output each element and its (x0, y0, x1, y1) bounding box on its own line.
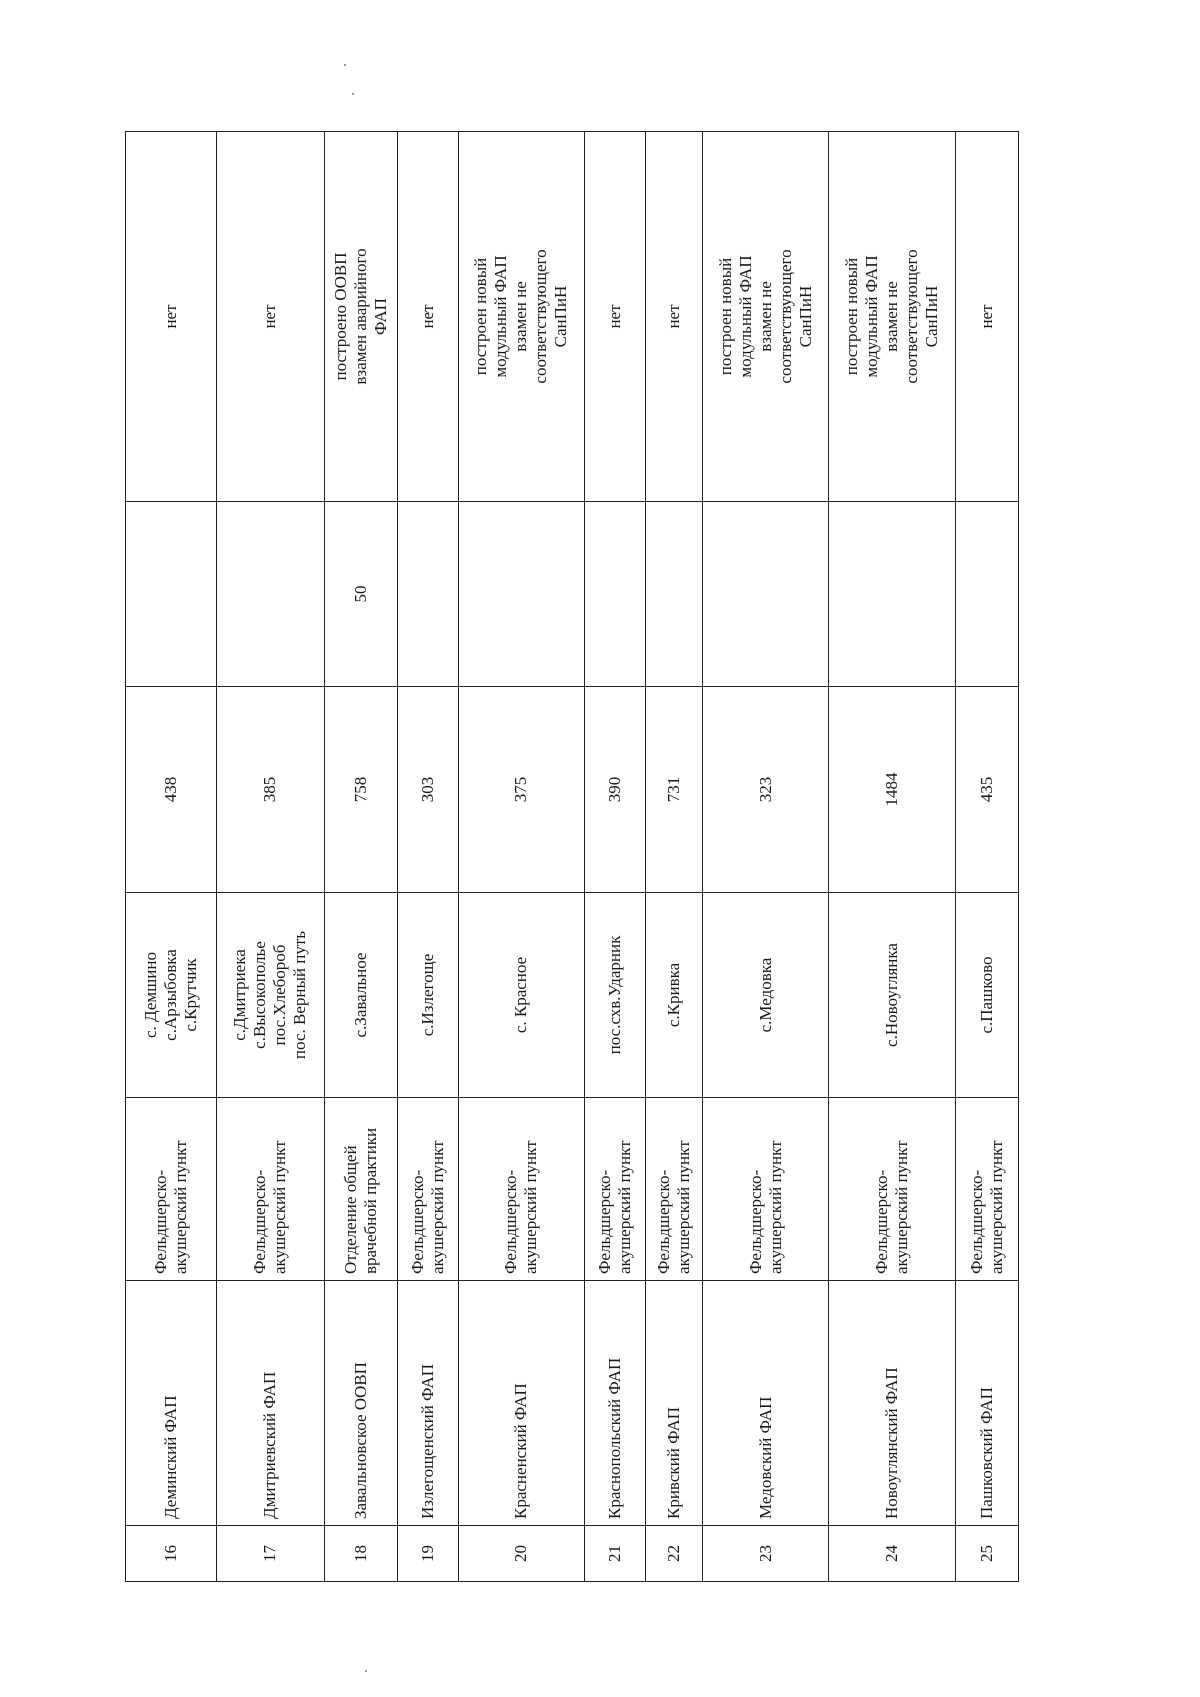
table-row (458, 132, 584, 1582)
table-row (703, 132, 829, 1582)
row-number: 23 (703, 1526, 829, 1582)
note-line: модульный ФАП (491, 255, 511, 378)
facility-name: Медовский ФАП (703, 1281, 829, 1526)
facility-type (585, 1098, 646, 1281)
note (325, 132, 398, 502)
scan-speck (352, 93, 354, 95)
facility-type (829, 1098, 955, 1281)
facility-type (216, 1098, 324, 1281)
settlements (703, 893, 829, 1098)
facility-name: Новоуглянский ФАП (829, 1281, 955, 1526)
row-number: 24 (829, 1526, 955, 1582)
facility-type (646, 1098, 703, 1281)
facility-type-line: Фельдшерско- (745, 1169, 765, 1274)
settlements-line: пос. Верный путь (290, 930, 310, 1060)
note (585, 132, 646, 502)
settlements (955, 893, 1018, 1098)
note-line: построен новый (842, 257, 862, 376)
table-row (126, 132, 217, 1582)
note (829, 132, 955, 502)
settlements-line: с.Излегоще (417, 953, 437, 1037)
population: 303 (397, 687, 458, 893)
facility-type-line: акушерский пункт (765, 1140, 785, 1274)
settlements-line: с.Завальное (350, 952, 370, 1038)
row-number: 20 (458, 1526, 584, 1582)
facility-name: Дмитриевский ФАП (216, 1281, 324, 1526)
beds-value (646, 502, 703, 687)
row-number: 17 (216, 1526, 324, 1582)
facility-type-line: Фельдшерско- (654, 1169, 674, 1274)
facility-name: Деминский ФАП (126, 1281, 217, 1526)
population: 438 (126, 687, 217, 893)
settlements (458, 893, 584, 1098)
row-number: 16 (126, 1526, 217, 1582)
table-row (646, 132, 703, 1582)
facility-name: Завальновское ООВП (325, 1281, 398, 1526)
settlements-line: с.Медовка (755, 957, 775, 1033)
note-line: СанПиН (551, 285, 571, 348)
row-number: 18 (325, 1526, 398, 1582)
population: 731 (646, 687, 703, 893)
population: 323 (703, 687, 829, 893)
facility-type-line: врачебной практики (360, 1127, 380, 1274)
settlements-line: пос.Хлебороб (270, 944, 290, 1046)
note-line: нет (664, 304, 684, 329)
settlements (829, 893, 955, 1098)
row-number: 25 (955, 1526, 1018, 1582)
beds-value (955, 502, 1018, 687)
beds-value (126, 502, 217, 687)
facility-type-line: Фельдшерско- (150, 1169, 170, 1274)
beds-value (458, 502, 584, 687)
population: 385 (216, 687, 324, 893)
scan-speck (365, 1670, 367, 1672)
beds-value (585, 502, 646, 687)
settlements-line: с.Дмитриека (230, 949, 250, 1041)
settlements-line: с.Крутчик (180, 958, 200, 1032)
table-row (585, 132, 646, 1582)
facility-type-line: Фельдшерско- (966, 1169, 986, 1274)
facility-type-line: акушерский пункт (170, 1140, 190, 1274)
population: 1484 (829, 687, 955, 893)
facility-type-line: Фельдшерско- (872, 1169, 892, 1274)
facility-type-line: акушерский пункт (521, 1140, 541, 1274)
settlements-line: с.Арзыбовка (160, 949, 180, 1041)
table-row (955, 132, 1018, 1582)
row-number: 19 (397, 1526, 458, 1582)
note-line: построен новый (471, 257, 491, 376)
settlements-line: с. Демшино (140, 952, 160, 1038)
note-line: нет (417, 304, 437, 329)
note-line: нет (260, 304, 280, 329)
population: 758 (325, 687, 398, 893)
facility-name: Краснопольский ФАП (585, 1281, 646, 1526)
note-line: взамен не (755, 281, 775, 352)
facility-type (397, 1098, 458, 1281)
note (126, 132, 217, 502)
population: 375 (458, 687, 584, 893)
note-line: построено ООВП (330, 252, 350, 381)
settlements-line: с.Пашково (976, 956, 996, 1034)
beds-value: 50 (325, 502, 398, 687)
note-line: модульный ФАП (735, 255, 755, 378)
facility-name: Пашковский ФАП (955, 1281, 1018, 1526)
note (703, 132, 829, 502)
note-line: соответствующего (902, 249, 922, 384)
settlements-line: с. Красное (511, 956, 531, 1034)
note-line: взамен не (882, 281, 902, 352)
facility-type (703, 1098, 829, 1281)
beds-value (397, 502, 458, 687)
facility-type-line: Фельдшерско- (407, 1169, 427, 1274)
population: 390 (585, 687, 646, 893)
facility-type (325, 1098, 398, 1281)
settlements-line: с.Новоуглянка (882, 943, 902, 1047)
facility-type-line: Фельдшерско- (250, 1169, 270, 1274)
note (955, 132, 1018, 502)
note-line: СанПиН (795, 285, 815, 348)
note (216, 132, 324, 502)
facility-type (955, 1098, 1018, 1281)
settlements (126, 893, 217, 1098)
note-line: ФАП (370, 298, 390, 335)
row-number: 21 (585, 1526, 646, 1582)
note-line: СанПиН (922, 285, 942, 348)
table-row (216, 132, 324, 1582)
settlements-line: с.Кривка (664, 962, 684, 1028)
note-line: взамен аварийного (350, 248, 370, 385)
note-line: нет (976, 304, 996, 329)
row-number: 22 (646, 1526, 703, 1582)
note-line: построен новый (715, 257, 735, 376)
facility-table (125, 131, 1019, 1582)
facility-type-line: Фельдшерско- (501, 1169, 521, 1274)
note (646, 132, 703, 502)
table-row (829, 132, 955, 1582)
beds-value (703, 502, 829, 687)
facility-type-line: акушерский пункт (427, 1140, 447, 1274)
note-line: нет (160, 304, 180, 329)
facility-name: Кривский ФАП (646, 1281, 703, 1526)
facility-type (458, 1098, 584, 1281)
facility-type-line: акушерский пункт (986, 1140, 1006, 1274)
facility-name: Красненский ФАП (458, 1281, 584, 1526)
population: 435 (955, 687, 1018, 893)
settlements (585, 893, 646, 1098)
settlements (397, 893, 458, 1098)
facility-type-line: Фельдшерско- (595, 1169, 615, 1274)
facility-type-line: акушерский пункт (615, 1140, 635, 1274)
note-line: модульный ФАП (862, 255, 882, 378)
note (458, 132, 584, 502)
beds-value (829, 502, 955, 687)
settlements (646, 893, 703, 1098)
settlements-line: пос.схв.Ударник (605, 935, 625, 1055)
facility-name: Излегощенский ФАП (397, 1281, 458, 1526)
rotated-table-frame (125, 132, 1019, 1582)
settlements (216, 893, 324, 1098)
facility-type-line: акушерский пункт (674, 1140, 694, 1274)
scan-speck (344, 64, 346, 66)
facility-type-line: акушерский пункт (892, 1140, 912, 1274)
facility-type (126, 1098, 217, 1281)
note-line: нет (605, 304, 625, 329)
table-row (397, 132, 458, 1582)
note-line: взамен не (511, 281, 531, 352)
settlements (325, 893, 398, 1098)
facility-type-line: Отделение общей (340, 1145, 360, 1274)
settlements-line: с.Высокополье (250, 941, 270, 1049)
table-row (325, 132, 398, 1582)
note-line: соответствующего (775, 249, 795, 384)
note (397, 132, 458, 502)
note-line: соответствующего (531, 249, 551, 384)
beds-value (216, 502, 324, 687)
facility-type-line: акушерский пункт (270, 1140, 290, 1274)
